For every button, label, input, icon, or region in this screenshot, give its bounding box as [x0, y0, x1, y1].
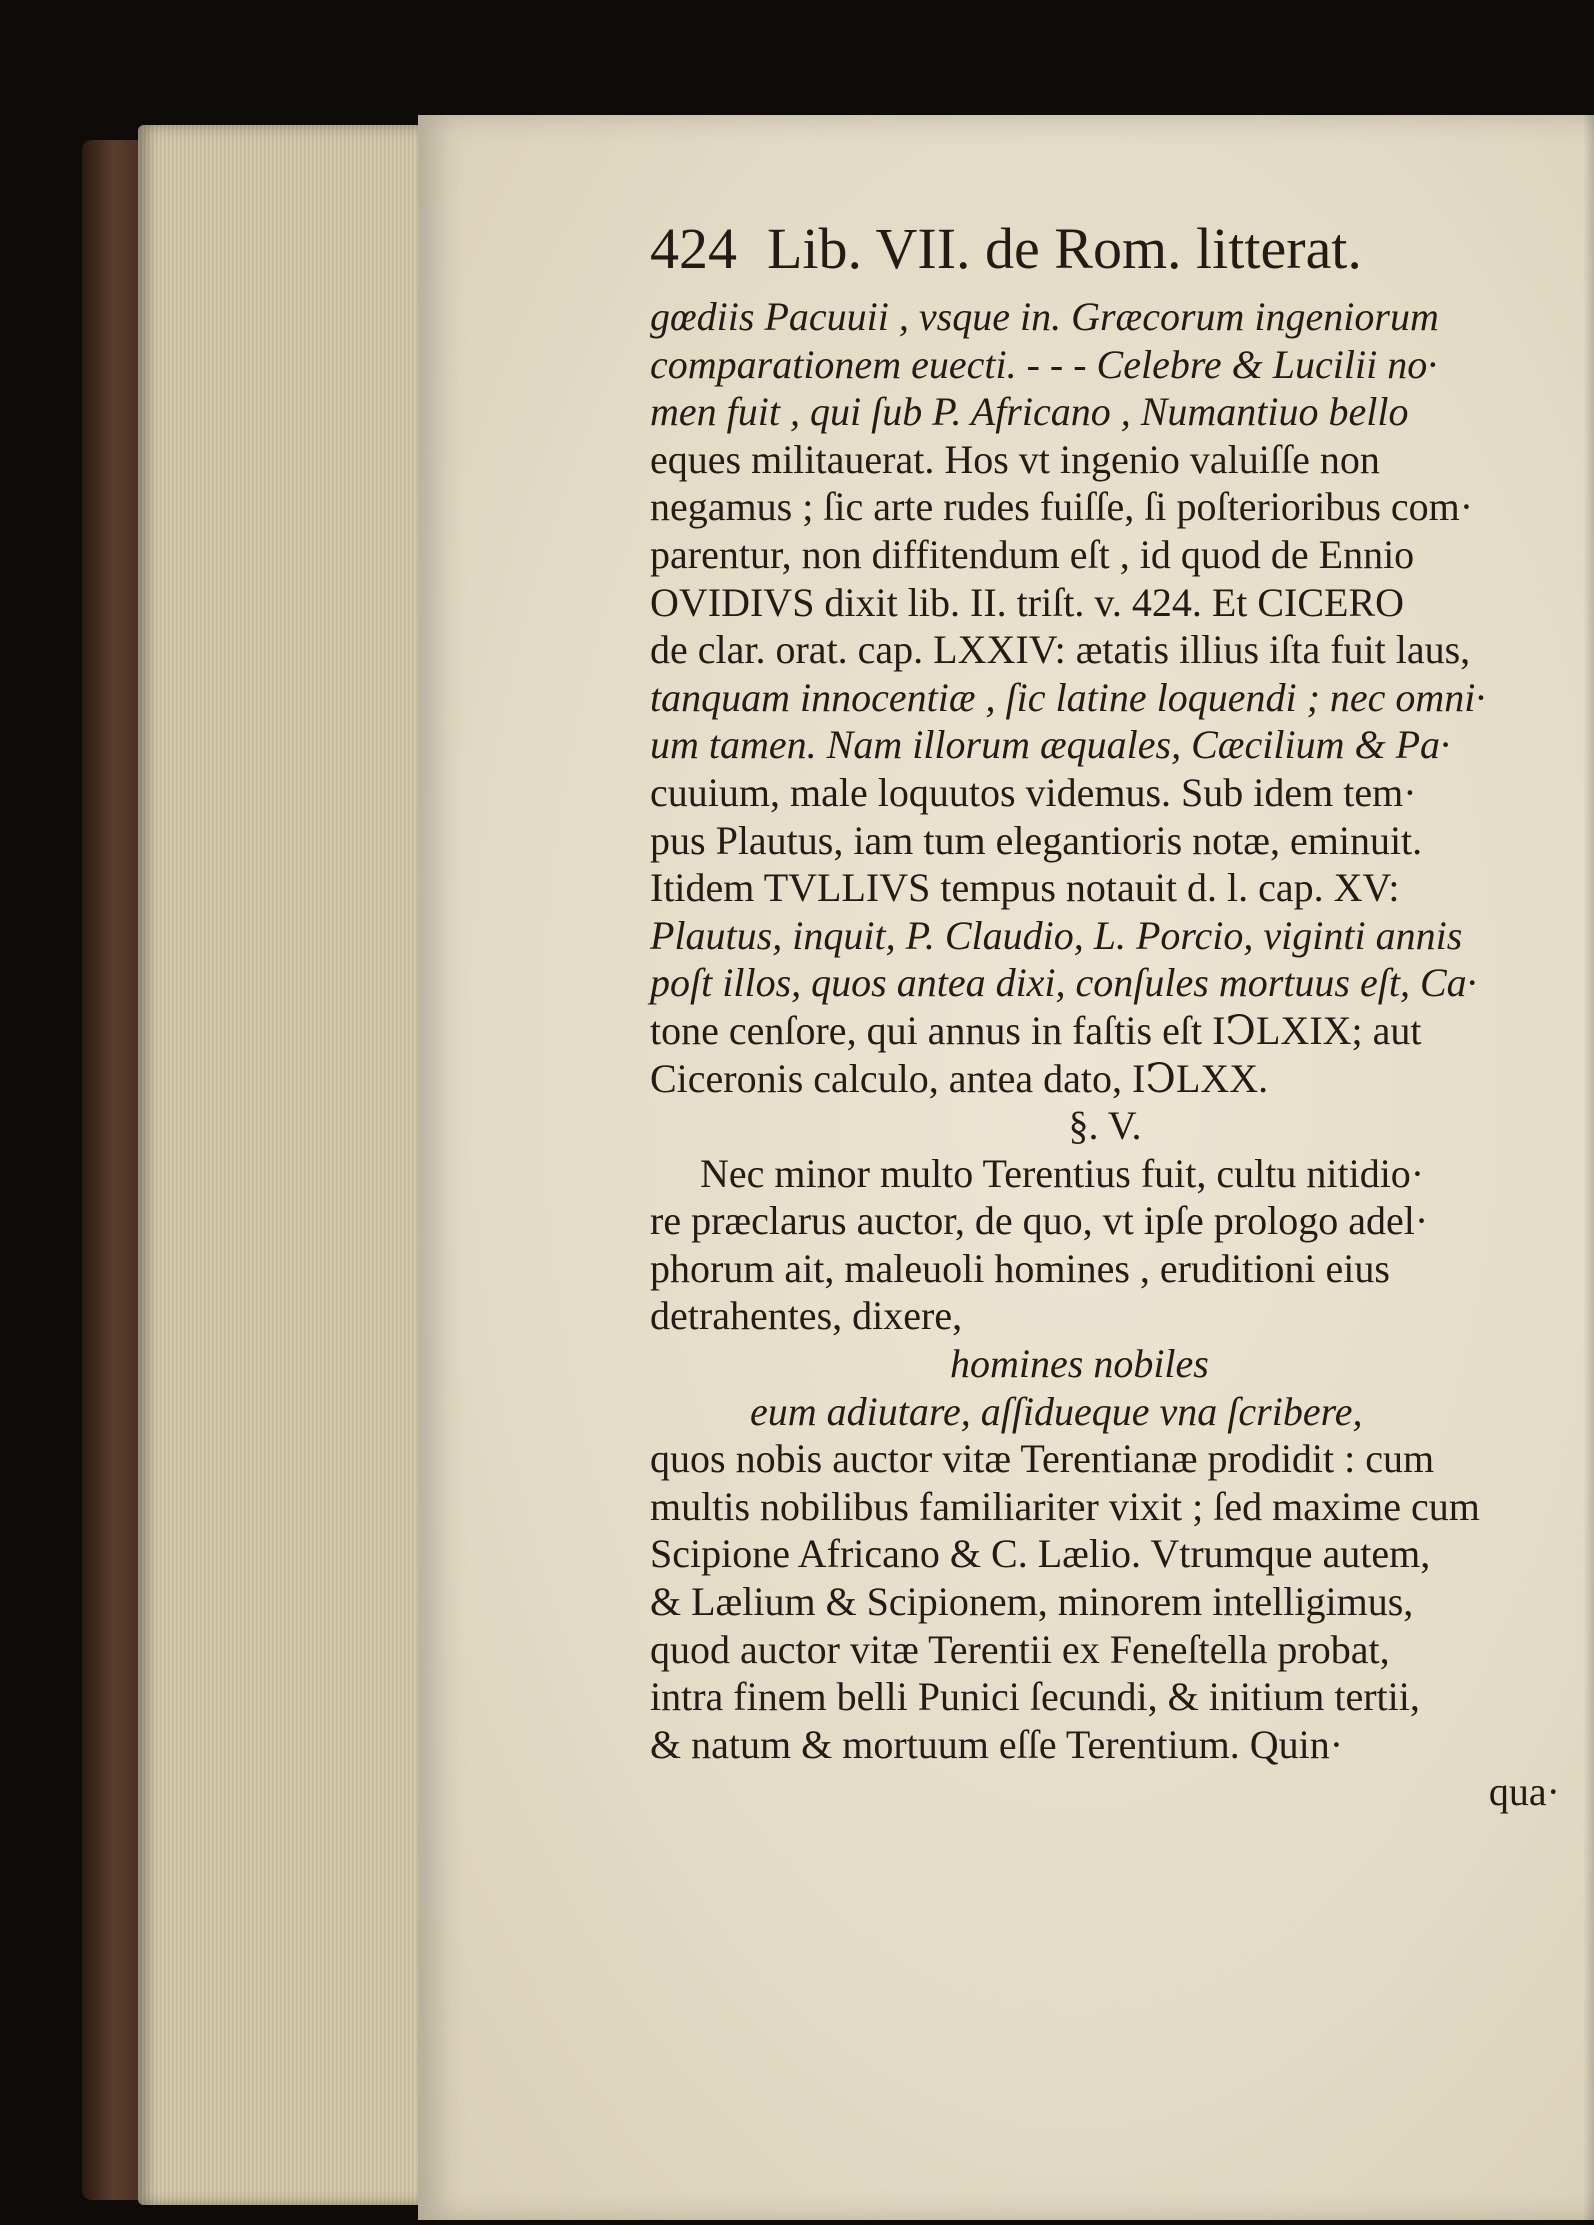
text-line: OVIDIVS dixit lib. II. triſt. v. 424. Et CICERO	[650, 579, 1405, 625]
text-line: tanquam innocentiæ , ſic latine loquendi ; nec omni·	[650, 674, 1486, 720]
page-edges	[138, 125, 428, 2205]
text-line: qua·	[1488, 1769, 1560, 1815]
text-line: multis nobilibus familiariter vixit ; ſed maxime cum	[650, 1483, 1480, 1529]
text-line: & Lælium & Scipionem, minorem intelligimus,	[650, 1579, 1414, 1625]
text-line: Nec minor multo Terentius fuit, cultu nitidio·	[700, 1150, 1425, 1196]
text-line: poſt illos, quos antea dixi, conſules mortuus eſt, Ca·	[650, 960, 1477, 1006]
text-line: Scipione Africano & C. Lælio. Vtrumque autem,	[650, 1531, 1431, 1577]
text-line: gœdiis Pacuuii , vsque in. Græcorum ingeniorum	[650, 294, 1439, 339]
text-lines	[650, 293, 1560, 1816]
text-line: eques militauerat. Hos vt ingenio valuiſſe non	[650, 436, 1380, 482]
text-line: phorum ait, maleuoli homines , eruditioni eius	[650, 1245, 1390, 1291]
text-line: §. V.	[1068, 1103, 1142, 1149]
text-line: parentur, non diffitendum eſt , id quod de Ennio	[650, 531, 1415, 577]
text-line: pus Plautus, iam tum elegantioris notæ, eminuit.	[650, 817, 1423, 863]
text-line: re præclarus auctor, de quo, vt ipſe prologo adel·	[650, 1198, 1429, 1244]
text-line: men fuit , qui ſub P. Africano , Numantiuo bello	[650, 389, 1409, 435]
text-line: detrahentes, dixere,	[650, 1293, 963, 1339]
running-title: Lib. VII. de Rom. litterat.	[767, 216, 1362, 281]
text-line: Ciceronis calculo, antea dato, IↃLXX.	[650, 1055, 1269, 1101]
text-line: & natum & mortuum eſſe Terentium. Quin·	[650, 1721, 1344, 1767]
text-line: homines nobiles	[950, 1341, 1209, 1387]
page-number: 424	[650, 216, 737, 281]
page-text	[650, 215, 1560, 1816]
text-line: de clar. orat. cap. LXXIV: ætatis illius iſta fuit laus,	[650, 627, 1471, 673]
text-line: eum adiutare, aſſidueque vna ſcribere,	[750, 1388, 1363, 1434]
text-line: Plautus, inquit, P. Claudio, L. Porcio, viginti annis	[650, 912, 1463, 958]
text-line: cuuium, male loquutos videmus. Sub idem tem·	[650, 769, 1417, 815]
text-line: quos nobis auctor vitæ Terentianæ prodidit : cum	[650, 1436, 1435, 1482]
book-volume	[38, 55, 1594, 2220]
text-line: intra finem belli Punici ſecundi, & initium tertii,	[650, 1674, 1420, 1720]
page-gutter-shadow	[1583, 115, 1594, 2220]
text-line: Itidem TVLLIVS tempus notauit d. l. cap. XV:	[650, 865, 1400, 911]
text-line: tone cenſore, qui annus in faſtis eſt IↃLXIX; aut	[650, 1007, 1422, 1053]
book-page	[418, 115, 1594, 2220]
text-line: um tamen. Nam illorum æquales, Cæcilium & Pa·	[650, 722, 1450, 768]
text-line: quod auctor vitæ Terentii ex Feneſtella probat,	[650, 1626, 1390, 1672]
running-head	[650, 215, 1560, 293]
text-line: comparationem euecti. - - - Celebre & Lucilii no·	[650, 341, 1438, 387]
text-line: negamus ; ſic arte rudes fuiſſe, ſi poſterioribus com·	[650, 484, 1474, 530]
